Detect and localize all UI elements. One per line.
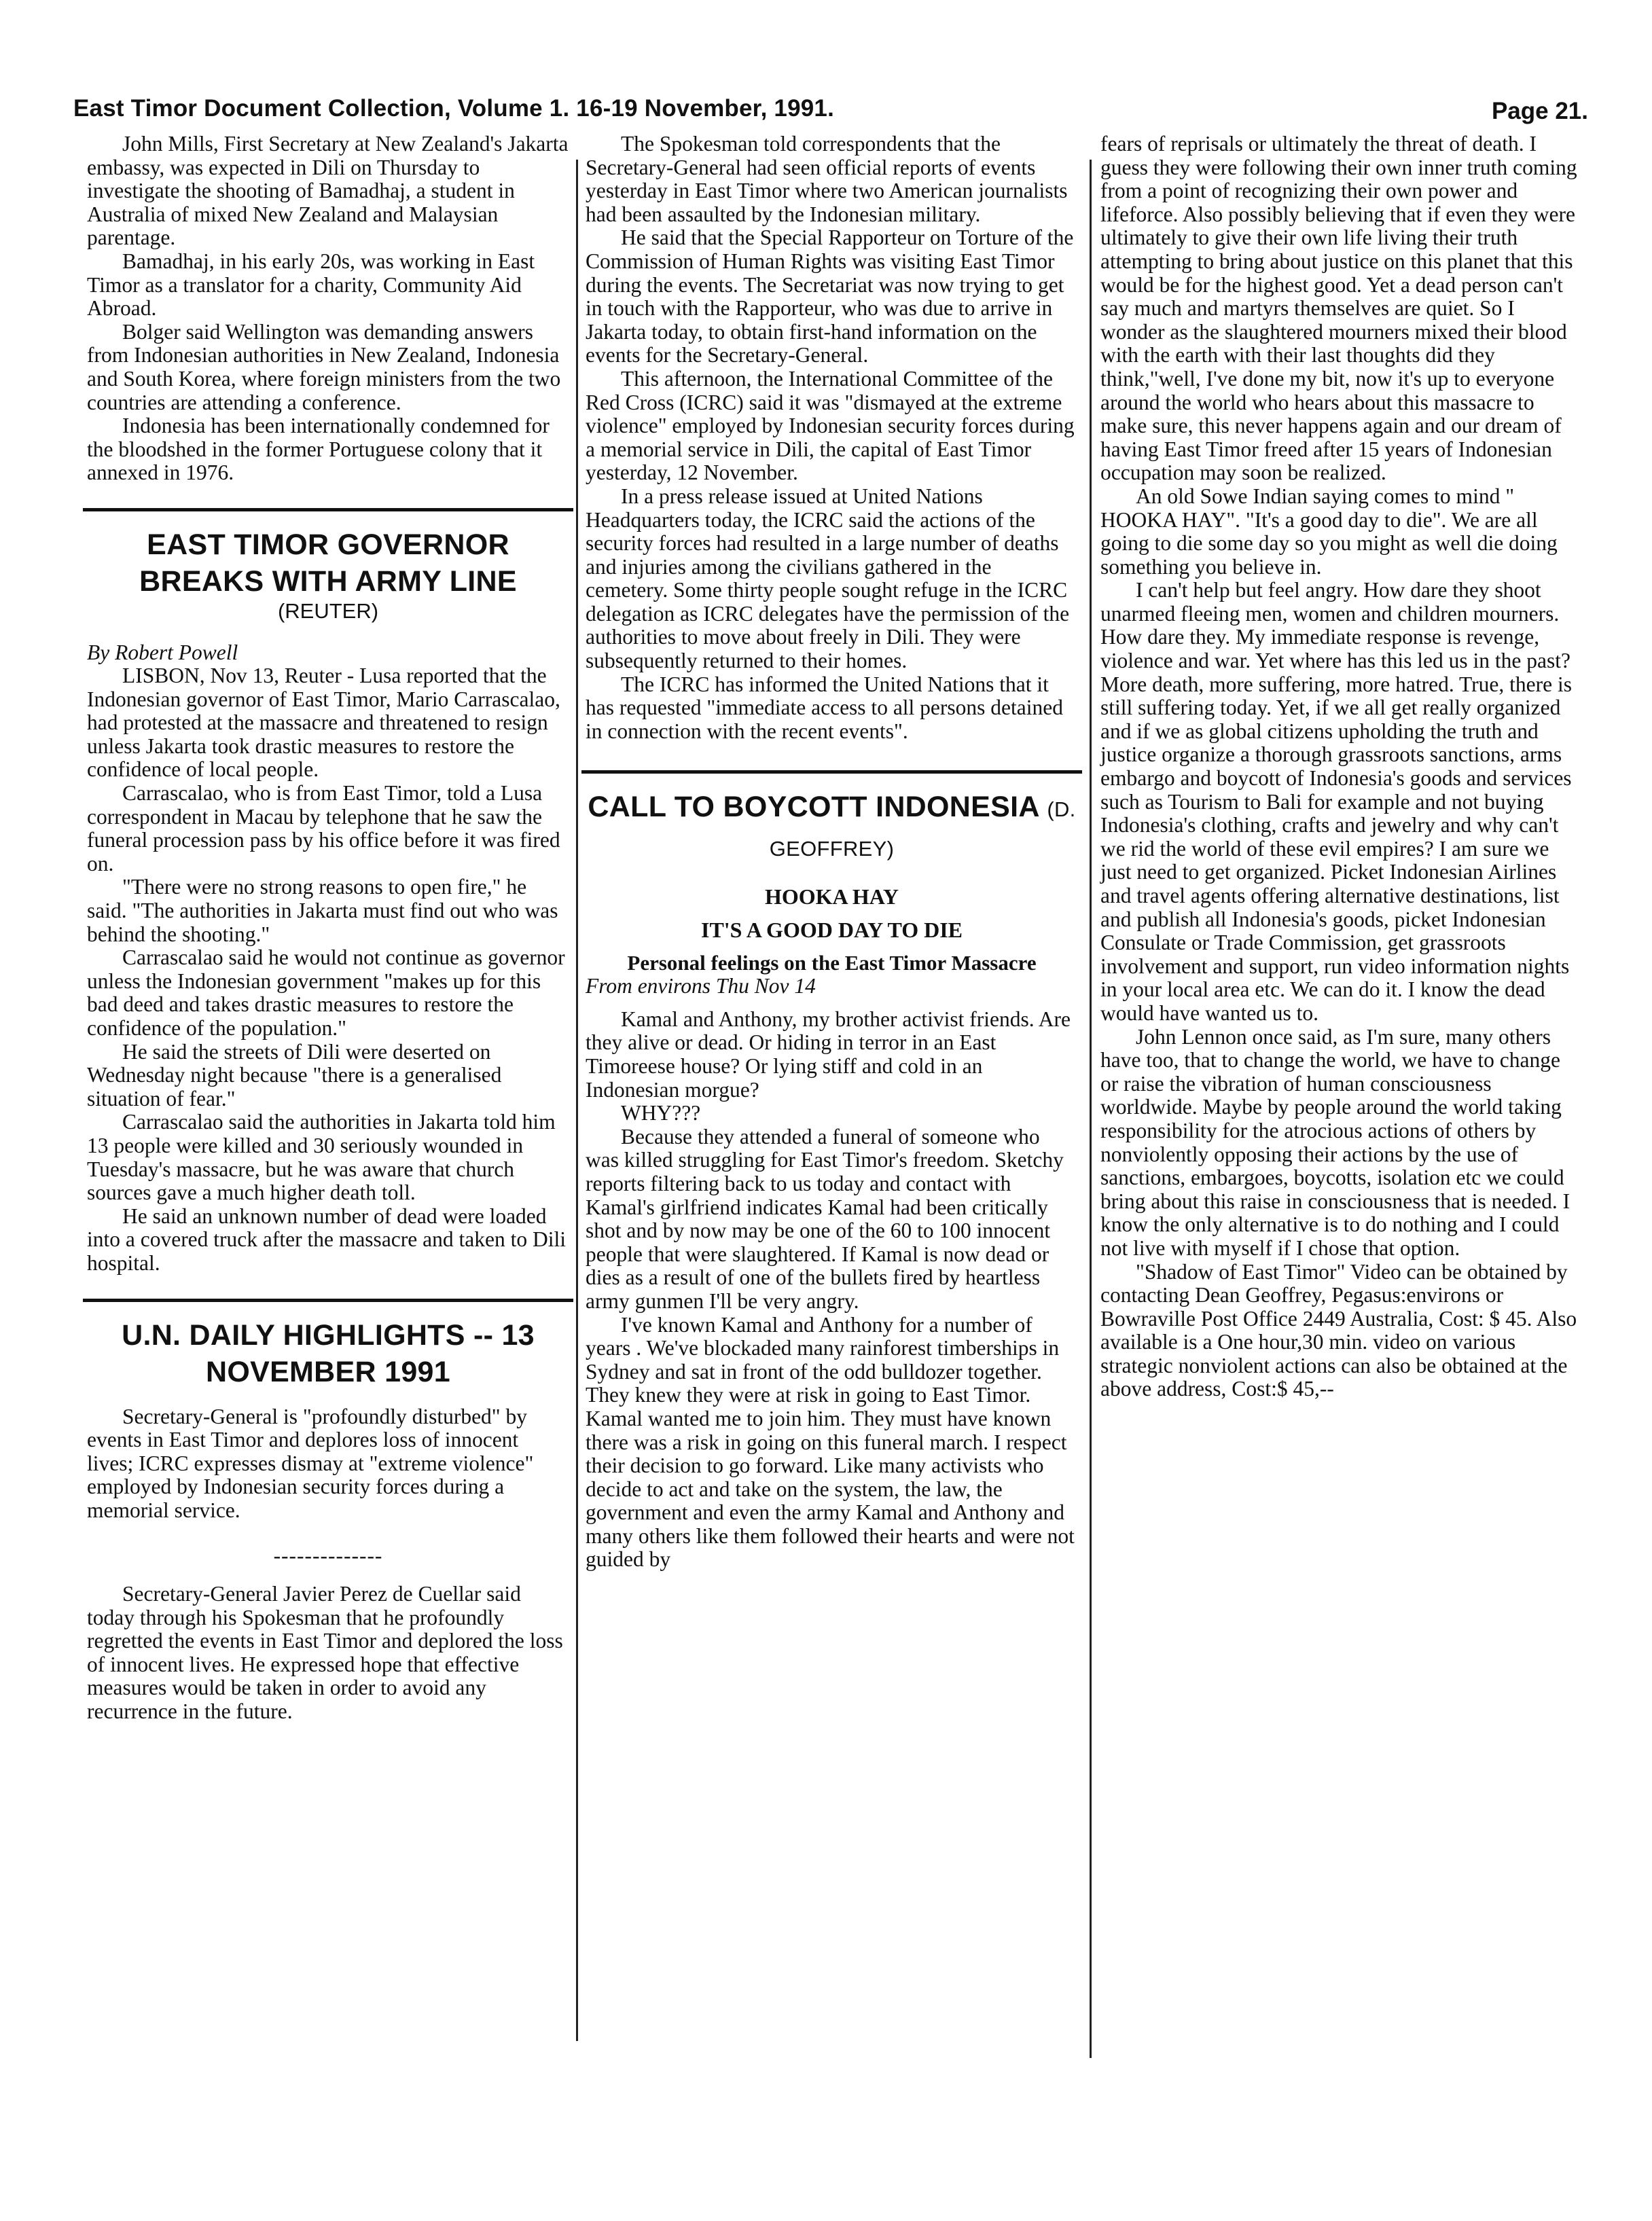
paragraph: Bamadhaj, in his early 20s, was working in East Timor as a translator for a charity, Community Aid Abroad. — [87, 249, 535, 321]
paragraph: An old Sowe Indian saying comes to mind " HOOKA HAY". "It's a good day to die". We are all going to die some day so you might as well die doing something you believe in. — [1100, 484, 1558, 579]
subhead-personal-feelings: Personal feelings on the East Timor Massacre — [627, 950, 1037, 975]
paragraph: "There were no strong reasons to open fire," he said. "The authorities in Jakarta must find out who was behind the shooting." — [87, 875, 558, 946]
headline-boycott — [586, 789, 1078, 867]
paragraph: fears of reprisals or ultimately the threat of death. I guess they were following their own inner truth coming from a point of recognizing their own power and lifeforce. Also possibly believing that if even they were ultimately to give their own life living their truth attempting to bring about justice on this planet that this would be for the highest good. Yet a dead person can't say much and martyrs themselves are quiet. So I wonder as the slaughtered mourners mixed their blood with the earth with their last thoughts did they think,"well, I've done my bit, now it's up to everyone around the world who hears about this massacre to make sure, this never happens again and our dream of having East Timor freed after 15 years of Indonesian occupation may soon be realized. — [1100, 132, 1577, 485]
paragraph: Carrascalao, who is from East Timor, told a Lusa correspondent in Macau by telephone that he saw the funeral procession pass by his office before it was fired on. — [87, 781, 560, 875]
headline-boycott-author: (D. GEOFFREY) — [769, 797, 1076, 861]
paragraph: Secretary-General is "profoundly disturbed" by events in East Timor and deplores loss of innocent lives; ICRC expresses dismay at "extreme violence" employed by Indonesian security forces during a memorial service. — [87, 1404, 534, 1522]
subhead-good-day: IT'S A GOOD DAY TO DIE — [700, 918, 963, 943]
paragraph: John Lennon once said, as I'm sure, many others have too, that to change the world, we have to change or raise the vibration of human consciousness worldwide. Maybe by people around the world taking responsibility for the atrocious actions of others by nonviolently opposing their actions by the use of sanctions, embargoes, boycotts, isolation etc we could bring about this raise in consciousness that is needed. I know the only alternative is to do nothing and I could not live with myself if I chose that option. — [1100, 1024, 1570, 1260]
paragraph: This afternoon, the International Committee of the Red Cross (ICRC) said it was "dismayed at the extreme violence" employed by Indonesian security forces during a memorial service in Dili, the capital of East Timor yesterday, 12 November. — [586, 366, 1075, 485]
publication-title: East Timor Document Collection, Volume 1. 16-19 November, 1991. — [73, 95, 835, 122]
subhead-hooka-hay: HOOKA HAY — [764, 884, 899, 909]
paragraph: He said that the Special Rapporteur on Torture of the Commission of Human Rights was visiting East Timor during the events. The Secretariat was now trying to get in touch with the Rapporteur, who was due to arrive in Jakarta today, to obtain first-hand information on the events for the Secretary-General. — [586, 225, 1074, 367]
paragraph: Secretary-General Javier Perez de Cuellar said today through his Spokesman that he profoundly regretted the events in East Timor and deplored the loss of innocent lives. He expressed hope that effective measures would be taken in order to avoid any recurrence in the future. — [87, 1582, 563, 1724]
paragraph: Kamal and Anthony, my brother activist friends. Are they alive or dead. Or hiding in terror in an East Timoreese house? Or lying stiff and cold in an Indonesian morgue? — [586, 1007, 1071, 1102]
page-number: Page 21. — [1491, 98, 1588, 124]
dash-divider: -------------- — [273, 1543, 383, 1568]
column-divider-right — [1090, 160, 1092, 2058]
byline: By Robert Powell — [87, 640, 238, 664]
section-rule — [83, 1299, 573, 1302]
paragraph: He said the streets of Dili were deserted on Wednesday night because "there is a generalised situation of fear." — [87, 1039, 502, 1110]
dateline: From environs Thu Nov 14 — [586, 974, 816, 998]
column-middle — [586, 132, 1078, 1572]
headline-boycott-main: CALL TO BOYCOTT INDONESIA — [588, 791, 1039, 824]
paragraph: The Spokesman told correspondents that the Secretary-General had seen official reports of events yesterday in East Timor where two American journalists had been assaulted by the Indonesian military. — [586, 132, 1068, 226]
paragraph: In a press release issued at United Nations Headquarters today, the ICRC said the actions of the security forces had resulted in a large number of deaths and injuries among the civilians gathered in the cemetery. Some thirty people sought refuge in the ICRC delegation as ICRC delegates have the permission of the authorities to move about freely in Dili. They were subsequently returned to their homes. — [586, 484, 1070, 673]
column-right — [1100, 132, 1583, 1401]
paragraph: The ICRC has informed the United Nations that it has requested "immediate access to all persons detained in connection with the recent events". — [586, 672, 1063, 743]
section-rule — [83, 508, 573, 511]
article-source: (REUTER) — [277, 598, 379, 623]
paragraph: LISBON, Nov 13, Reuter - Lusa reported that the Indonesian governor of East Timor, Mario Carrascalao, had protested at the massacre and threatened to resign unless Jakarta took drastic measures to restore the confidence of local people. — [87, 664, 560, 782]
column-left — [87, 132, 569, 1724]
page-header — [73, 41, 1588, 122]
paragraph: "Shadow of East Timor" Video can be obtained by contacting Dean Geoffrey, Pegasus:environs or Bowraville Post Office 2449 Australia, Cost: $ 45. Also available is a One hour,30 min. video on various strategic nonviolent actions can also be obtained at the above address, Cost:$ 45,-- — [1100, 1259, 1577, 1401]
headline-governor: EAST TIMOR GOVERNOR BREAKS WITH ARMY LINE — [139, 528, 517, 598]
paragraph: Indonesia has been internationally condemned for the bloodshed in the former Portuguese colony that it annexed in 1976. — [87, 414, 550, 485]
paragraph: I've known Kamal and Anthony for a number of years . We've blockaded many rainforest timberships in Sydney and sat in front of the odd bulldozer together. They knew they were at risk in going to East Timor. Kamal wanted me to join him. They must have known there was a risk in going on this funeral march. I respect their decision to go forward. Like many activists who decide to act and take on the system, the law, the government and even the army Kamal and Anthony and many others like them followed their hearts and were not guided by — [586, 1312, 1075, 1572]
paragraph: Bolger said Wellington was demanding answers from Indonesian authorities in New Zealand, Indonesia and South Korea, where foreign ministers from the two countries are attending a conference. — [87, 319, 561, 414]
paragraph: Because they attended a funeral of someone who was killed struggling for East Timor's freedom. Sketchy reports filtering back to us today and contact with Kamal's girlfriend indicates Kamal had been critically shot and by now may be one of the 60 to 100 innocent people that were slaughtered. If Kamal is now dead or dies as a result of one of the bullets fired by heartless army gunmen I'll be very angry. — [586, 1124, 1064, 1313]
paragraph: WHY??? — [621, 1101, 701, 1125]
paragraph: He said an unknown number of dead were loaded into a covered truck after the massacre and taken to Dili hospital. — [87, 1204, 566, 1275]
section-rule — [581, 770, 1082, 774]
column-divider-left — [576, 160, 578, 2041]
paragraph: John Mills, First Secretary at New Zealand's Jakarta embassy, was expected in Dili on Thursday to investigate the shooting of Bamadhaj, a student in Australia of mixed New Zealand and Malaysian parentage. — [87, 132, 569, 250]
paragraph: Carrascalao said the authorities in Jakarta told him 13 people were killed and 30 seriously wounded in Tuesday's massacre, but he was aware that church sources gave a much higher death toll. — [87, 1110, 556, 1205]
headline-un-highlights: U.N. DAILY HIGHLIGHTS -- 13 NOVEMBER 1991 — [122, 1318, 535, 1388]
paragraph: Carrascalao said he would not continue as governor unless the Indonesian government "makes up for this bad deed and takes drastic measures to restore the confidence of the population." — [87, 945, 565, 1040]
paragraph: I can't help but feel angry. How dare they shoot unarmed fleeing men, women and children mourners. How dare they. My immediate response is revenge, violence and war. Yet where has this led us in the past? More death, more suffering, more hatred. True, there is still suffering today. Yet, if we all get really organized and if we as global citizens upholding the truth and justice organize a thorough grassroots sanctions, arms embargo and boycott of Indonesia's goods and services such as Tourism to Bali for example and not buying Indonesia's clothing, crafts and jewelry and why can't we rid the world of these evil empires? I am sure we just need to get organized. Picket Indonesian Airlines and travel agents offering alternative destinations, list and publish all Indonesia's goods, picket Indonesian Consulate or Trade Commission, get grassroots involvement and support, run video information nights in your local area etc. We can do it. I know the dead would have wanted us to. — [1100, 578, 1572, 1025]
